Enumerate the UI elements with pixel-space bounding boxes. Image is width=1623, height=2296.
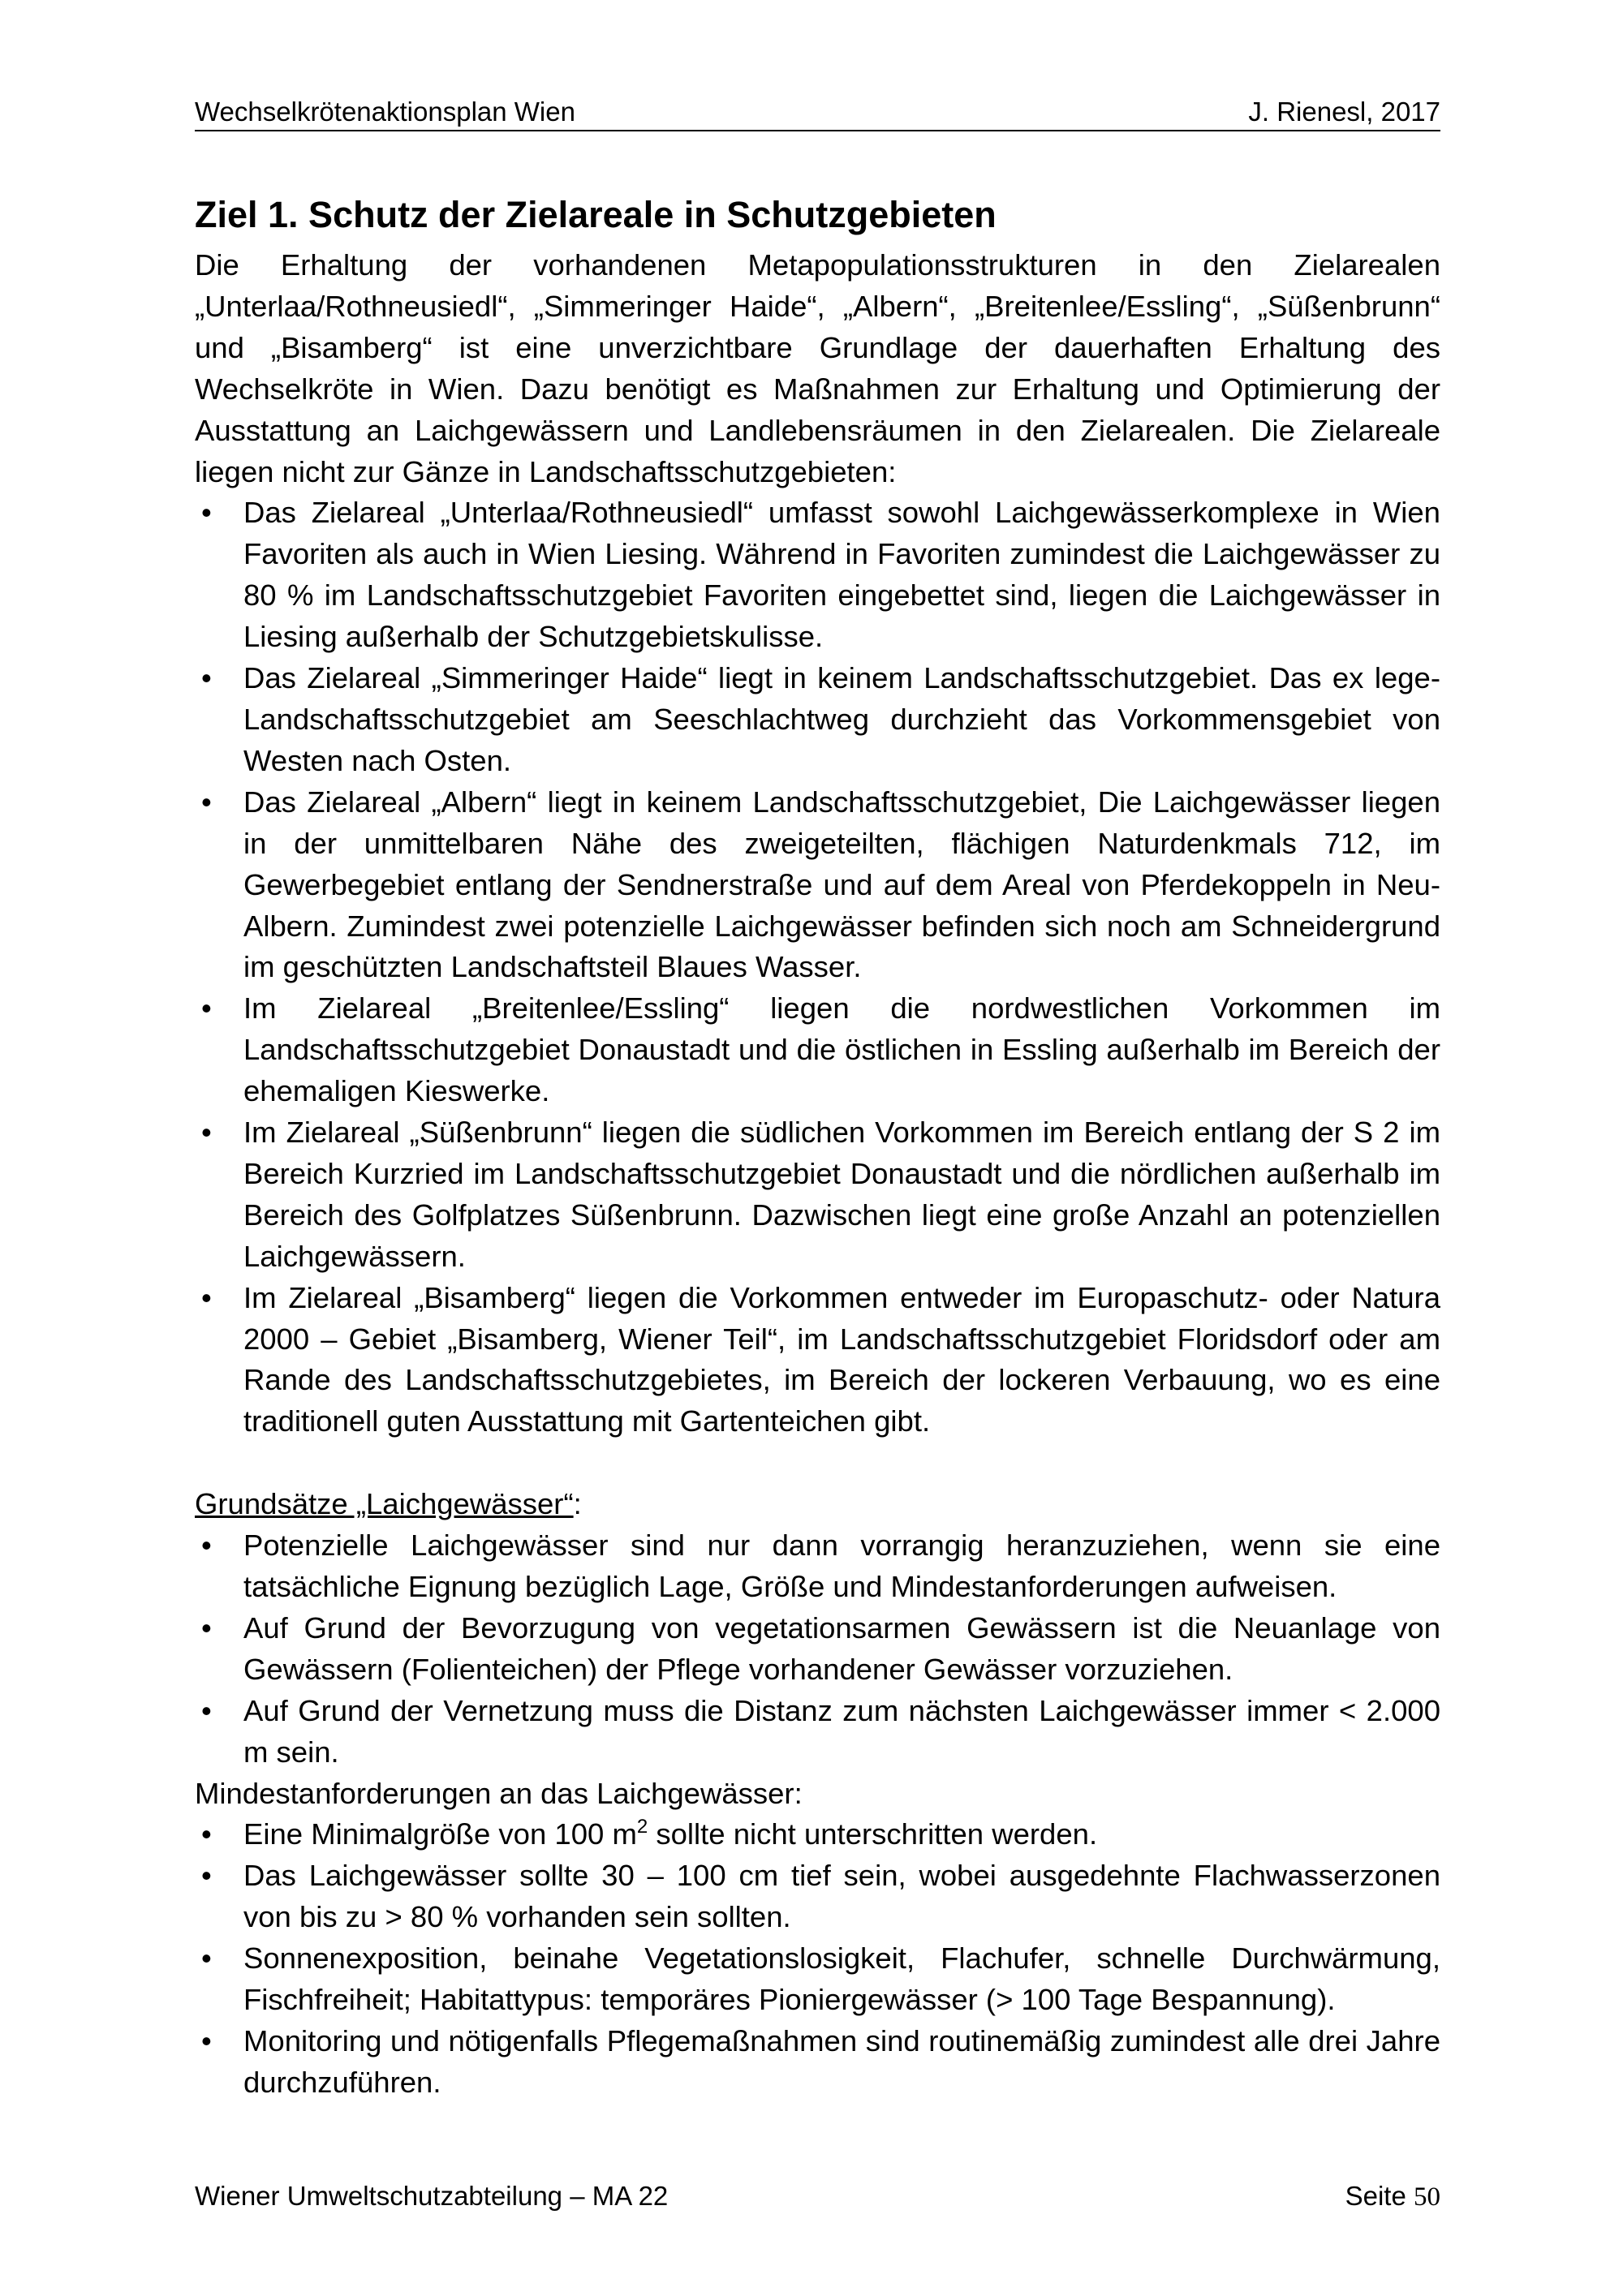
page-number-value: 50 <box>1414 2182 1440 2212</box>
target-areas-list <box>195 492 1440 1443</box>
spacer <box>195 1443 1440 1484</box>
list-item: • Auf Grund der Bevorzugung von vegetationsarmen Gewässern ist die Neuanlage von Gewässern (Folienteichen) der Pflege vorhandener Gewässer vorzuziehen. <box>195 1608 1440 1691</box>
list-item: • Monitoring und nötigenfalls Pflegemaßnahmen sind routinemäßig zumindest alle drei Jahre durchzuführen. <box>195 2021 1440 2104</box>
document-title: Wechselkrötenaktionsplan Wien <box>195 97 575 127</box>
list-item: • Das Zielareal „Simmeringer Haide“ liegt in keinem Landschaftsschutzgebiet. Das ex lege-Landschaftsschutzgebiet am Seeschlachtweg durchzieht das Vorkommensgebiet von Westen nach Osten. <box>195 658 1440 782</box>
requirements-list <box>195 1814 1440 2103</box>
principles-colon: : <box>573 1487 582 1521</box>
principles-list <box>195 1525 1440 1773</box>
list-item: • Das Zielareal „Unterlaa/Rothneusiedl“ umfasst sowohl Laichgewässerkomplexe in Wien Favoriten als auch in Wien Liesing. Während in Favoriten zumindest die Laichgewässer zu 80 % im Landschaftsschutzgebiet Favoriten eingebettet sind, liegen die Laichgewässer in Liesing außerhalb der Schutzgebietskulisse. <box>195 492 1440 658</box>
page-header <box>195 96 1440 131</box>
requirements-heading: Mindestanforderungen an das Laichgewässer: <box>195 1776 803 1810</box>
principles-title: Grundsätze „Laichgewässer“ <box>195 1487 574 1521</box>
intro-paragraph: Die Erhaltung der vorhandenen Metapopulationsstrukturen in den Zielarealen „Unterlaa/Rothneusiedl“, „Simmeringer Haide“, „Albern“, „Breitenlee/Essling“, „Süßenbrunn“ und „Bisamberg“ ist eine unverzichtbare Grundlage der dauerhaften Erhaltung des Wechselkröte in Wien. Dazu benötigt es Maßnahmen zur Erhaltung und Optimierung der Ausstattung an Laichgewässern und Landlebensräumen in den Zielarealen. Die Zielareale liegen nicht zur Gänze in Landschaftsschutzgebieten: <box>195 248 1440 488</box>
list-item: • Im Zielareal „Bisamberg“ liegen die Vorkommen entweder im Europaschutz- oder Natura 2000 – Gebiet „Bisamberg, Wiener Teil“, im Landschaftsschutzgebiet Floridsdorf oder am Rande des Landschaftsschutzgebietes, im Bereich der lockeren Verbauung, wo es eine traditionell guten Ausstattung mit Gartenteichen gibt. <box>195 1278 1440 1443</box>
list-item: • Das Laichgewässer sollte 30 – 100 cm tief sein, wobei ausgedehnte Flachwasserzonen von bis zu > 80 % vorhanden sein sollten. <box>195 1855 1440 1938</box>
list-item: • Das Zielareal „Albern“ liegt in keinem Landschaftsschutzgebiet, Die Laichgewässer liegen in der unmittelbaren Nähe des zweigeteilten, flächigen Naturdenkmals 712, im Gewerbegebiet entlang der Sendnerstraße und auf dem Areal von Pferdekoppeln in Neu-Albern. Zumindest zwei potenzielle Laichgewässer befinden sich noch am Schneidergrund im geschützten Landschaftsteil Blaues Wasser. <box>195 782 1440 989</box>
principles-heading <box>195 1484 1440 1525</box>
list-item: • Im Zielareal „Breitenlee/Essling“ liegen die nordwestlichen Vorkommen im Landschaftsschutzgebiet Donaustadt und die östlichen in Essling außerhalb im Bereich der ehemaligen Kieswerke. <box>195 988 1440 1112</box>
section-heading: Ziel 1. Schutz der Zielareale in Schutzgebieten <box>195 194 997 235</box>
list-item: • Im Zielareal „Süßenbrunn“ liegen die südlichen Vorkommen im Bereich entlang der S 2 im Bereich Kurzried im Landschaftsschutzgebiet Donaustadt und die nördlichen außerhalb im Bereich des Golfplatzes Süßenbrunn. Dazwischen liegt eine große Anzahl an potenziellen Laichgewässern. <box>195 1112 1440 1278</box>
requirement-text: sollte nicht unterschritten werden. <box>648 1817 1098 1851</box>
list-item: • Potenzielle Laichgewässer sind nur dann vorrangig heranzuziehen, wenn sie eine tatsächliche Eignung bezüglich Lage, Größe und Mindestanforderungen aufweisen. <box>195 1525 1440 1608</box>
list-item: • Auf Grund der Vernetzung muss die Distanz zum nächsten Laichgewässer immer < 2.000 m sein. <box>195 1691 1440 1774</box>
list-item <box>195 1814 1440 1855</box>
author-year: J. Rienesl, 2017 <box>1248 97 1440 127</box>
page-footer <box>195 2180 1440 2213</box>
list-item: • Sonnenexposition, beinahe Vegetationslosigkeit, Flachufer, schnelle Durchwärmung, Fischfreiheit; Habitattypus: temporäres Pioniergewässer (> 100 Tage Bespannung). <box>195 1938 1440 2021</box>
superscript: 2 <box>636 1816 648 1838</box>
requirement-text: Eine Minimalgröße von 100 m <box>243 1817 637 1851</box>
page-number <box>1345 2180 1440 2213</box>
page-content <box>195 193 1440 2104</box>
page-label: Seite <box>1345 2181 1414 2211</box>
footer-organization: Wiener Umweltschutzabteilung – MA 22 <box>195 2181 669 2211</box>
